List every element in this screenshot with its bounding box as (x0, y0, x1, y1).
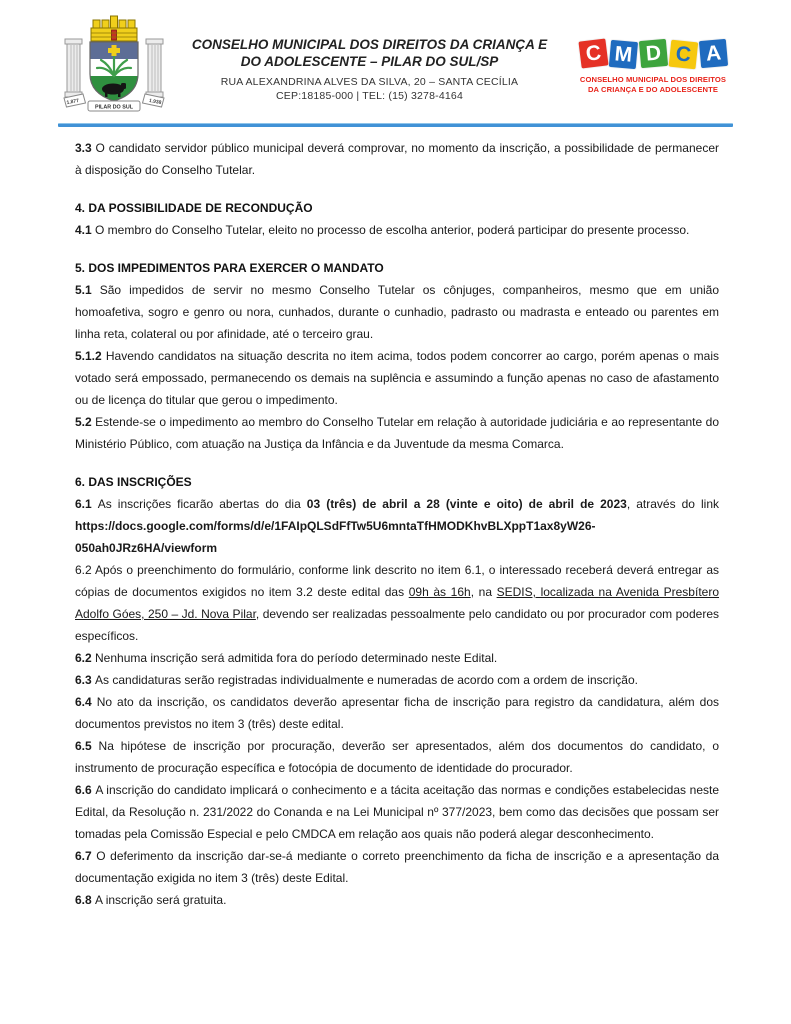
text-run: 6.2 (75, 651, 96, 665)
cmdca-letter-d: D (638, 39, 667, 68)
document-body (0, 127, 791, 911)
para-5-1 (75, 279, 719, 345)
para-5-2 (75, 411, 719, 455)
cmdca-subtitle-line2: DA CRIANÇA E DO ADOLESCENTE (587, 84, 719, 94)
crest-banner-text: PILAR DO SUL (94, 104, 134, 111)
section-6-heading: 6. DAS INSCRIÇÕES (75, 475, 192, 489)
text-run: 6.6 (75, 783, 96, 797)
org-contact: CEP:18185-000 | TEL: (15) 3278-4164 (276, 90, 463, 102)
para-6-4 (75, 691, 719, 735)
para-4-1 (75, 219, 719, 241)
para-6-8 (75, 889, 719, 911)
para-6-5 (75, 735, 719, 779)
text-run: 3.3 (75, 141, 96, 155)
para-6-2 (75, 647, 719, 669)
text-run: Na hipótese de inscrição por procuração, deverão ser apresentados, além dos documentos do candidato, o instrumento de procuração específica e fotocópia de documento de identidade do procurador. (75, 739, 719, 775)
section-4-heading: 4. DA POSSIBILIDADE DE RECONDUÇÃO (75, 201, 313, 215)
para-5-1-2 (75, 345, 719, 411)
cmdca-subtitle (569, 75, 737, 94)
text-run: 5.2 (75, 415, 96, 429)
text-run: 6.7 (75, 849, 97, 863)
para-6-1 (75, 493, 719, 559)
text-run: A inscrição será gratuita. (95, 893, 227, 907)
inscription-form-link[interactable]: https://docs.google.com/forms/d/e/1FAIpQLSdFfTw5U6mntaTfHMODKhvBLXppT1ax8yW26- (75, 519, 596, 533)
text-run: No ato da inscrição, os candidatos deverão apresentar ficha de inscrição para registro da candidatura, além dos documentos previstos no item 3 (três) deste edital. (75, 695, 719, 731)
text-run: 5.1.2 (75, 349, 106, 363)
cmdca-subtitle-line1: CONSELHO MUNICIPAL DOS DIREITOS (579, 75, 727, 84)
cmdca-logo (569, 12, 737, 94)
text-run: O deferimento da inscrição dar-se-á mediante o correto preenchimento da ficha de inscrição e a apresentação da documentação exigida no item 3 (três) deste Edital. (75, 849, 719, 885)
cmdca-letter-blocks (569, 40, 737, 67)
text-run: , através do link (626, 497, 720, 511)
text-run: O candidato servidor público municipal deverá comprovar, no momento da inscrição, a possibilidade de permanecer à disposição do Conselho Tutelar. (75, 141, 719, 177)
para-6-7 (75, 845, 719, 889)
text-run: A inscrição do candidato implicará o conhecimento e a tácita aceitação das normas e condições estabelecidas neste Edital, da Resolução n. 231/2022 do Conanda e na Lei Municipal nº 377/2023, bem como das decisões que possam ser tomadas pela Comissão Especial e pelo CMDCA em relação aos quais não poderá alegar desconhecimento. (75, 783, 720, 841)
text-run: , devendo ser realizadas pessoalmente pelo candidato ou por procurador com poderes específicos. (75, 607, 719, 643)
text-run: 6.3 (75, 673, 96, 687)
coat-of-arms-icon (60, 12, 168, 116)
text-run: 6.2 Após o preenchimento do formulário, conforme link descrito no item 6.1, o interessado receberá deverá entregar as cópias de documentos exigidos no item 3.2 deste edital das (75, 563, 719, 599)
cmdca-letter-m: M (608, 40, 637, 69)
text-run: 09h às 16h (408, 585, 471, 599)
org-title-line1: CONSELHO MUNICIPAL DOS DIREITOS DA CRIANÇA E (191, 37, 548, 52)
text-run: SEDIS, localizada na Avenida Presbítero Adolfo Góes, 250 – Jd. Nova Pilar (75, 585, 719, 621)
letterhead-center (170, 12, 569, 103)
para-6-2-apos (75, 559, 719, 647)
section-5-heading: 5. DOS IMPEDIMENTOS PARA EXERCER O MANDATO (75, 261, 384, 275)
text-run: São impedidos de servir no mesmo Conselho Tutelar os cônjuges, companheiros, mesmo que em união homoafetiva, sogro e genro ou nora, cunhados, durante o cunhadio, padrasto ou madrasta e enteado ou parentes em linha reta, colateral ou por afinidade, até o terceiro grau. (75, 283, 720, 341)
text-run: Havendo candidatos na situação descrita no item acima, todos podem concorrer ao cargo, porém apenas o mais votado será empossado, permanecendo os demais na suplência e assumindo a função apenas no caso de afastamento ou de licença do titular que gerou o impedimento. (75, 349, 719, 407)
crest-year-left: 1.877 (66, 97, 80, 107)
pilar-do-sul-coat-of-arms (60, 12, 170, 121)
letterhead (0, 0, 791, 121)
text-run: 5.1 (75, 283, 100, 297)
text-run: O membro do Conselho Tutelar, eleito no processo de escolha anterior, poderá participar do presente processo. (95, 223, 690, 237)
text-run: As inscrições ficarão abertas do dia (97, 497, 307, 511)
text-run: As candidaturas serão registradas individualmente e numeradas de acordo com a ordem de inscrição. (95, 673, 638, 687)
text-run: 4.1 (75, 223, 96, 237)
inscription-form-link-cont[interactable]: 050ah0JRz6HA/viewform (75, 541, 218, 555)
para-3-3 (75, 137, 719, 181)
text-run: Nenhuma inscrição será admitida fora do período determinado neste Edital. (95, 651, 498, 665)
cmdca-letter-c: C (578, 38, 608, 68)
text-run: 03 (três) de abril a 28 (vinte e oito) de abril de 2023 (306, 497, 627, 511)
text-run: 6.8 (75, 893, 96, 907)
text-run: 6.5 (75, 739, 99, 753)
cmdca-letter-a: A (698, 39, 727, 68)
text-run: 6.1 (75, 497, 98, 511)
text-run: Estende-se o impedimento ao membro do Conselho Tutelar em relação à autoridade judiciária e ao representante do Ministério Público, com atuação na Justiça da Infância e da Juventude da mesma Comarca. (75, 415, 720, 451)
org-title-line2: DO ADOLESCENTE – PILAR DO SUL/SP (240, 54, 499, 69)
para-6-6 (75, 779, 719, 845)
para-6-3 (75, 669, 719, 691)
cmdca-letter-c: C (668, 40, 698, 70)
crest-year-right: 1.938 (148, 97, 162, 107)
text-run: , na (470, 585, 497, 599)
text-run: 6.4 (75, 695, 97, 709)
org-address: RUA ALEXANDRINA ALVES DA SILVA, 20 – SANTA CECÍLIA (220, 76, 519, 88)
